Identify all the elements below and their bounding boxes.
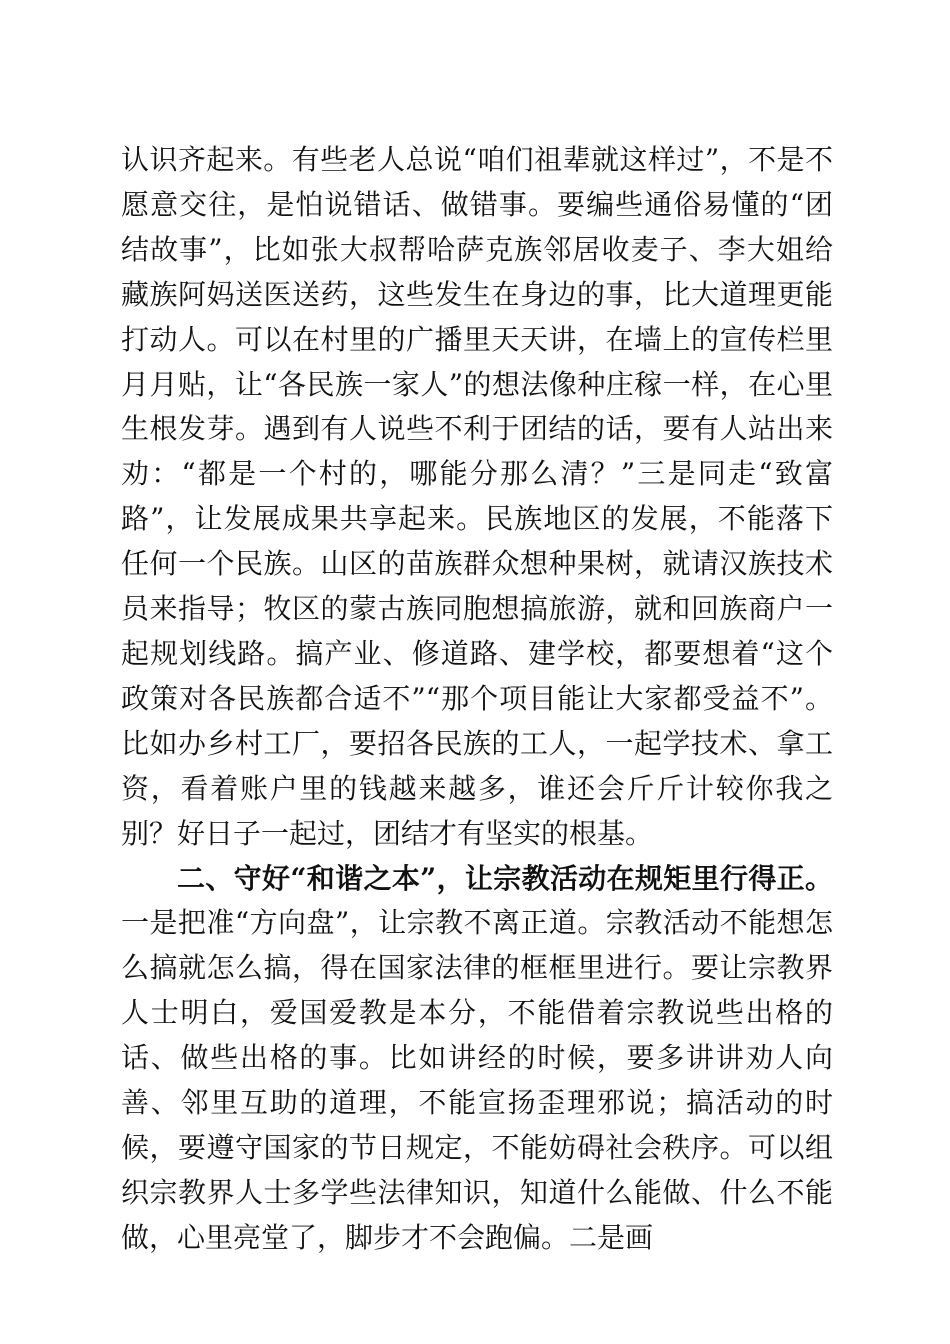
paragraph-section-two [121, 857, 833, 1261]
section-heading: 二、守好“和谐之本”，让宗教活动在规矩里行得正。 [177, 861, 833, 895]
body-text [121, 138, 833, 1261]
section-body: 一是把准“方向盘”，让宗教不离正道。宗教活动不能想怎么搞就怎么搞，得在国家法律的框框里进行。要让宗教界人士明白，爱国爱教是本分，不能借着宗教说些出格的话、做些出格的事。比如讲经的时候，要多讲讲劝人向善、邻里互助的道理，不能宣扬歪理邪说；搞活动的时候，要遵守国家的节日规定，不能妨碍社会秩序。可以组织宗教界人士多学些法律知识，知道什么能做、什么不能做，心里亮堂了，脚步才不会跑偏。二是画 [121, 906, 833, 1254]
paragraph-continuation: 认识齐起来。有些老人总说“咱们祖辈就这样过”，不是不愿意交往，是怕说错话、做错事。要编些通俗易懂的“团结故事”，比如张大叔帮哈萨克族邻居收麦子、李大姐给藏族阿妈送医送药，这些发生在身边的事，比大道理更能打动人。可以在村里的广播里天天讲，在墙上的宣传栏里月月贴，让“各民族一家人”的想法像种庄稼一样，在心里生根发芽。遇到有人说些不利于团结的话，要有人站出来劝：“都是一个村的，哪能分那么清？”三是同走“致富路”，让发展成果共享起来。民族地区的发展，不能落下任何一个民族。山区的苗族群众想种果树，就请汉族技术员来指导；牧区的蒙古族同胞想搞旅游，就和回族商户一起规划线路。搞产业、修道路、建学校，都要想着“这个政策对各民族都合适不”“那个项目能让大家都受益不”。比如办乡村工厂，要招各民族的工人，一起学技术、拿工资，看着账户里的钱越来越多，谁还会斤斤计较你我之别？好日子一起过，团结才有坚实的根基。 [121, 143, 833, 850]
